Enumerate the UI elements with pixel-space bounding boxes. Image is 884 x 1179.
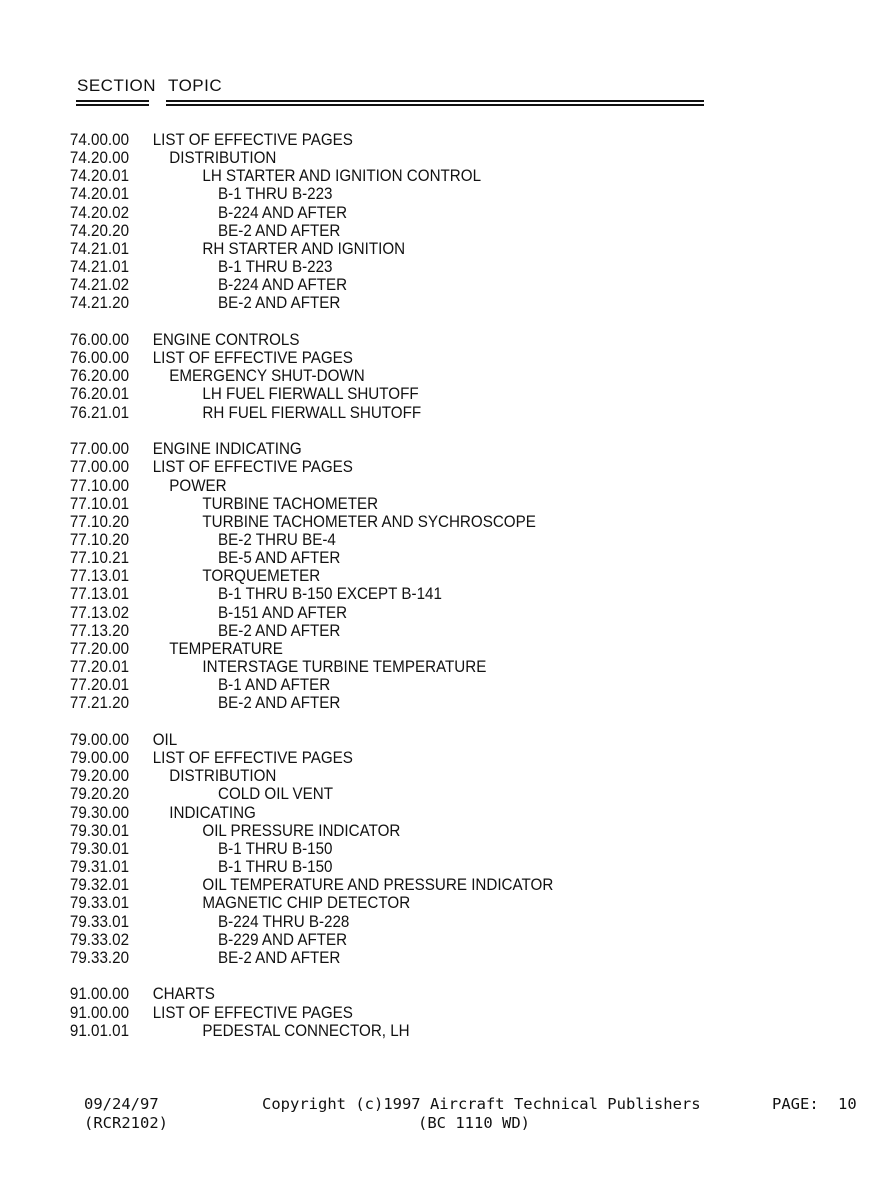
section-number: 74.21.01 [69,239,130,258]
topic-title: B-1 THRU B-223 [218,258,333,277]
topic-title: RH FUEL FIERWALL SHUTOFF [202,403,422,422]
toc-row [0,385,813,403]
topic-title: LIST OF EFFECTIVE PAGES [152,749,353,768]
section-number: 79.31.01 [69,858,130,877]
topic-title: OIL PRESSURE INDICATOR [202,821,401,840]
toc-row [0,876,813,894]
topic-title: BE-2 AND AFTER [218,221,341,240]
toc-row [0,222,813,240]
toc-row [0,240,813,258]
toc-row [0,804,813,822]
topic-title: B-224 THRU B-228 [218,912,350,931]
section-number: 74.21.02 [69,276,130,295]
toc-row [0,185,813,203]
topic-title: LIST OF EFFECTIVE PAGES [152,131,353,149]
section-number: 79.30.00 [69,803,130,822]
toc-row [0,604,813,622]
section-number: 74.20.00 [69,149,130,168]
toc-row [0,513,813,531]
section-number: 77.13.20 [69,621,130,640]
topic-title: INTERSTAGE TURBINE TEMPERATURE [202,658,487,677]
toc-row [0,276,813,294]
section-number: 79.33.01 [69,894,130,913]
toc-row [0,549,813,567]
toc-row [0,258,813,276]
doc-code: (RCR2102) [84,1114,168,1132]
toc-row [0,1004,813,1022]
topic-title: INDICATING [169,803,256,822]
topic-title: BE-5 AND AFTER [218,549,341,568]
section-number: 77.20.00 [69,639,130,658]
section-number: 79.33.20 [69,948,130,967]
topic-title: B-1 THRU B-223 [218,185,333,204]
toc-row [0,367,813,385]
toc-row [0,785,813,803]
toc-row [0,567,813,585]
toc-row [0,440,813,458]
topic-title: OIL TEMPERATURE AND PRESSURE INDICATOR [202,876,554,895]
page-number: 10 [838,1095,857,1113]
section-number: 77.13.01 [69,585,130,604]
section-number: 74.20.01 [69,185,130,204]
topic-title: TEMPERATURE [169,639,283,658]
section-number: 91.00.00 [69,1003,130,1022]
toc-row [0,676,813,694]
section-number: 77.00.00 [69,458,130,477]
footer-right [772,1095,857,1114]
topic-title: TURBINE TACHOMETER [202,494,379,513]
topic-title: DISTRIBUTION [169,767,277,786]
section-number: 79.30.01 [69,821,130,840]
toc-row [0,894,813,912]
topic-title: B-1 THRU B-150 [218,839,333,858]
section-number: 79.33.01 [69,912,130,931]
toc-row [0,531,813,549]
section-number: 76.20.01 [69,385,130,404]
topic-title: LH STARTER AND IGNITION CONTROL [202,167,482,186]
topic-title: B-1 AND AFTER [218,676,331,695]
toc-row [0,477,813,495]
section-number: 74.00.00 [69,131,130,149]
topic-title: BE-2 AND AFTER [218,621,341,640]
section-number: 79.30.01 [69,839,130,858]
section-number: 74.20.01 [69,167,130,186]
section-number: 77.00.00 [69,440,130,459]
section-header: SECTION [77,76,157,95]
topic-title: OIL [152,731,178,749]
topic-title: COLD OIL VENT [218,785,334,804]
page-label: PAGE: [772,1095,819,1113]
section-number: 74.20.20 [69,221,130,240]
toc-row [0,658,813,676]
model-code: (BC 1110 WD) [418,1114,530,1132]
topic-title: B-151 AND AFTER [218,603,348,622]
toc-row [0,858,813,876]
section-number: 77.20.01 [69,658,130,677]
topic-title: BE-2 AND AFTER [218,294,341,313]
section-header-rule [76,100,149,106]
section-number: 79.00.00 [69,749,130,768]
section-number: 76.00.00 [69,349,130,368]
toc-row [0,767,813,785]
section-number: 77.10.01 [69,494,130,513]
topic-title: LIST OF EFFECTIVE PAGES [152,1003,353,1022]
toc-row [0,404,813,422]
toc-row [0,840,813,858]
topic-title: EMERGENCY SHUT-DOWN [169,367,365,386]
topic-title: MAGNETIC CHIP DETECTOR [202,894,411,913]
toc-row [0,585,813,603]
section-number: 79.33.02 [69,930,130,949]
toc-row [0,458,813,476]
toc-row [0,1022,813,1040]
toc-row [0,622,813,640]
topic-title: LH FUEL FIERWALL SHUTOFF [202,385,419,404]
toc-row [0,149,813,167]
topic-title: POWER [169,476,227,495]
section-number: 77.10.20 [69,512,130,531]
toc-row [0,349,813,367]
toc-row [0,731,813,749]
section-number: 77.13.02 [69,603,130,622]
topic-title: LIST OF EFFECTIVE PAGES [152,458,353,477]
section-number: 74.21.20 [69,294,130,313]
toc-row [0,749,813,767]
section-number: 91.01.01 [69,1021,130,1040]
toc-row [0,931,813,949]
toc-row [0,694,813,712]
topic-title: ENGINE INDICATING [152,440,302,459]
topic-title: CHARTS [152,985,215,1004]
section-number: 77.21.20 [69,694,130,713]
topic-title: BE-2 THRU BE-4 [218,531,336,549]
topic-header: TOPIC [168,76,223,95]
footer-center [262,1095,701,1133]
topic-title: B-229 AND AFTER [218,930,348,949]
toc-row [0,495,813,513]
topic-title: DISTRIBUTION [169,149,277,168]
topic-header-rule [166,100,704,106]
section-number: 76.20.00 [69,367,130,386]
topic-title: PEDESTAL CONNECTOR, LH [202,1021,410,1040]
topic-title: RH STARTER AND IGNITION [202,239,406,258]
toc-row [0,294,813,312]
toc-row [0,949,813,967]
section-number: 74.21.01 [69,258,130,277]
toc-row [0,822,813,840]
section-number: 76.00.00 [69,331,130,349]
toc-row [0,985,813,1003]
toc-row [0,640,813,658]
section-number: 79.20.00 [69,767,130,786]
section-number: 79.00.00 [69,731,130,749]
section-number: 79.32.01 [69,876,130,895]
section-number: 91.00.00 [69,985,130,1004]
topic-title: B-224 AND AFTER [218,276,348,295]
topic-title: B-1 THRU B-150 EXCEPT B-141 [218,585,442,604]
footer-left [84,1095,168,1133]
toc-row [0,131,813,149]
topic-title: TURBINE TACHOMETER AND SYCHROSCOPE [202,512,536,531]
copyright-text: Copyright (c)1997 Aircraft Technical Publishers [262,1095,701,1113]
section-number: 77.20.01 [69,676,130,695]
topic-title: LIST OF EFFECTIVE PAGES [152,349,353,368]
section-number: 77.13.01 [69,567,130,586]
section-number: 77.10.00 [69,476,130,495]
section-number: 74.20.02 [69,203,130,222]
topic-title: BE-2 AND AFTER [218,694,341,713]
toc-row [0,204,813,222]
topic-title: ENGINE CONTROLS [152,331,300,349]
topic-title: B-1 THRU B-150 [218,858,333,877]
print-date: 09/24/97 [84,1095,159,1113]
toc-row [0,167,813,185]
topic-title: TORQUEMETER [202,567,321,586]
topic-title: B-224 AND AFTER [218,203,348,222]
topic-title: BE-2 AND AFTER [218,948,341,967]
section-number: 77.10.20 [69,531,130,549]
toc-row [0,331,813,349]
section-number: 76.21.01 [69,403,130,422]
section-number: 79.20.20 [69,785,130,804]
toc-row [0,913,813,931]
section-number: 77.10.21 [69,549,130,568]
